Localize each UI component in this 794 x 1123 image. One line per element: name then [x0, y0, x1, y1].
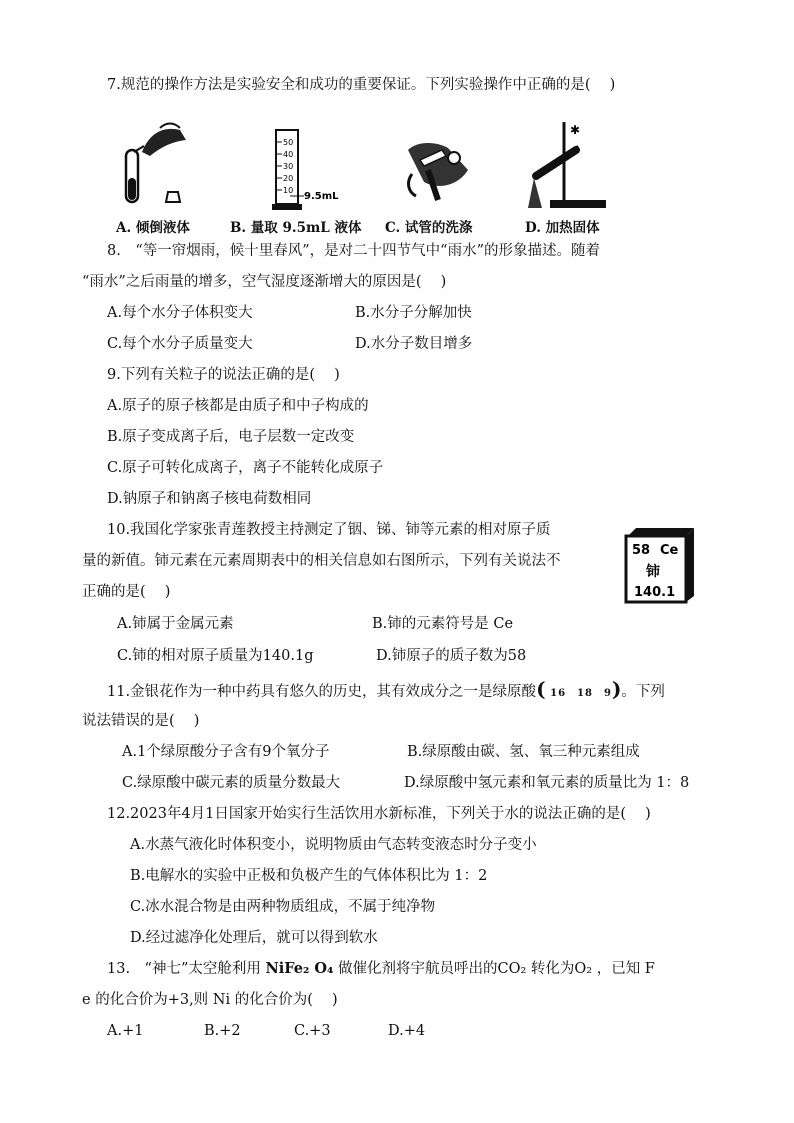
q9-option-d: D.钠原子和钠离子核电荷数相同 [107, 491, 312, 507]
element-symbol: Ce [660, 543, 679, 558]
q12-stem: 12.2023年4月1日国家开始实行生活饮用水新标准，下列关于水的说法正确的是( ) [107, 806, 651, 822]
q12-option-a: A.水蒸气液化时体积变小，说明物质由气态转变液态时分子变小 [130, 837, 537, 853]
formula-open-paren: ( [536, 677, 546, 701]
q7-stem: 7.规范的操作方法是实验安全和成功的重要保证。下列实验操作中正确的是( ) [107, 77, 616, 93]
q13-option-c: C.+3 [294, 1023, 331, 1039]
q10-line2: 量的新值。铈元素在元素周期表中的相关信息如右图所示，下列有关说法不 [82, 553, 561, 569]
heating-solid-figure [520, 116, 610, 212]
q10-option-b: B.铈的元素符号是 Ce [372, 616, 514, 632]
formula-close-paren: ) [611, 677, 622, 701]
q11-line1 [107, 679, 665, 704]
q12-option-c: C.冰水混合物是由两种物质组成，不属于纯净物 [130, 899, 436, 915]
q13-option-b: B.+2 [204, 1023, 241, 1039]
q7-option-d: D. 加热固体 [525, 220, 600, 236]
cylinder-tick-40: 40 [283, 150, 294, 159]
chlorogenic-acid-formula: 16 18 9 [550, 688, 612, 699]
q8-option-d: D.水分子数目增多 [355, 336, 473, 352]
q7-option-a: A. 倾倒液体 [116, 220, 190, 236]
cylinder-tick-50: 50 [283, 138, 294, 147]
q10-line3: 正确的是( ) [82, 584, 171, 600]
q7-option-c: C. 试管的洗涤 [385, 220, 473, 236]
q11-option-c: C.绿原酸中碳元素的质量分数最大 [122, 775, 341, 791]
q11-line1-pre: 11.金银花作为一种中药具有悠久的历史，其有效成分之一是绿原酸 [107, 684, 537, 700]
svg-text:✱: ✱ [570, 123, 581, 137]
q10-option-d: D.铈原子的质子数为58 [376, 648, 527, 664]
q9-option-b: B.原子变成离子后，电子层数一定改变 [107, 429, 355, 445]
q8-option-a: A.每个水分子体积变大 [107, 305, 253, 321]
q13-option-a: A.+1 [107, 1023, 144, 1039]
nickel-ferrite-formula: NiFe₂ O₄ [265, 960, 334, 977]
q9-option-a: A.原子的原子核都是由质子和中子构成的 [107, 398, 369, 414]
q11-option-b: B.绿原酸由碳、氢、氧三种元素组成 [407, 744, 640, 760]
cylinder-reading: 9.5mL [304, 191, 339, 202]
q11-line2: 说法错误的是( ) [82, 713, 200, 729]
cylinder-tick-30: 30 [283, 162, 294, 171]
q9-option-c: C.原子可转化成离子，离子不能转化成原子 [107, 460, 384, 476]
cylinder-tick-10: 10 [283, 186, 294, 195]
q10-option-c: C.铈的相对原子质量为140.1g [117, 648, 314, 664]
pouring-liquid-figure [120, 122, 200, 212]
q12-option-d: D.经过滤净化处理后，就可以得到软水 [130, 930, 378, 946]
q10-line1: 10.我国化学家张青莲教授主持测定了铟、锑、铈等元素的相对原子质 [107, 522, 551, 538]
element-name: 铈 [646, 564, 660, 580]
q8-option-b: B.水分子分解加快 [355, 305, 472, 321]
q11-option-a: A.1个绿原酸分子含有9个氧分子 [122, 744, 330, 760]
q13-line1 [107, 959, 655, 979]
q8-line1: 8. “等一帘烟雨，候十里春风”，是对二十四节气中“雨水”的形象描述。随着 [107, 243, 600, 259]
element-mass: 140.1 [634, 585, 676, 600]
q12-option-b: B.电解水的实验中正极和负极产生的气体体积比为 1：2 [130, 868, 488, 884]
q10-option-a: A.铈属于金属元素 [117, 616, 234, 632]
q13-option-d: D.+4 [388, 1023, 426, 1039]
cylinder-tick-20: 20 [283, 174, 294, 183]
q11-option-d: D.绿原酸中氢元素和氧元素的质量比为 1：8 [404, 775, 690, 791]
cerium-element-card [622, 526, 696, 604]
q13-line1-post: 做催化剂将宇航员呼出的CO₂ 转化为O₂ ，已知 F [333, 961, 655, 977]
q13-line2: e 的化合价为+3,则 Ni 的化合价为( ) [82, 992, 338, 1008]
element-number: 58 [632, 543, 651, 558]
q8-option-c: C.每个水分子质量变大 [107, 336, 253, 352]
graduated-cylinder-figure [270, 126, 350, 212]
q13-line1-pre: 13. “神七”太空舱利用 [107, 961, 266, 977]
q8-line2: “雨水”之后雨量的增多，空气湿度逐渐增大的原因是( ) [82, 274, 447, 290]
q9-stem: 9.下列有关粒子的说法正确的是( ) [107, 367, 340, 383]
q11-line1-post: 。下列 [621, 684, 665, 700]
test-tube-washing-figure [398, 130, 478, 210]
q7-option-b: B. 量取 9.5mL 液体 [230, 220, 362, 236]
